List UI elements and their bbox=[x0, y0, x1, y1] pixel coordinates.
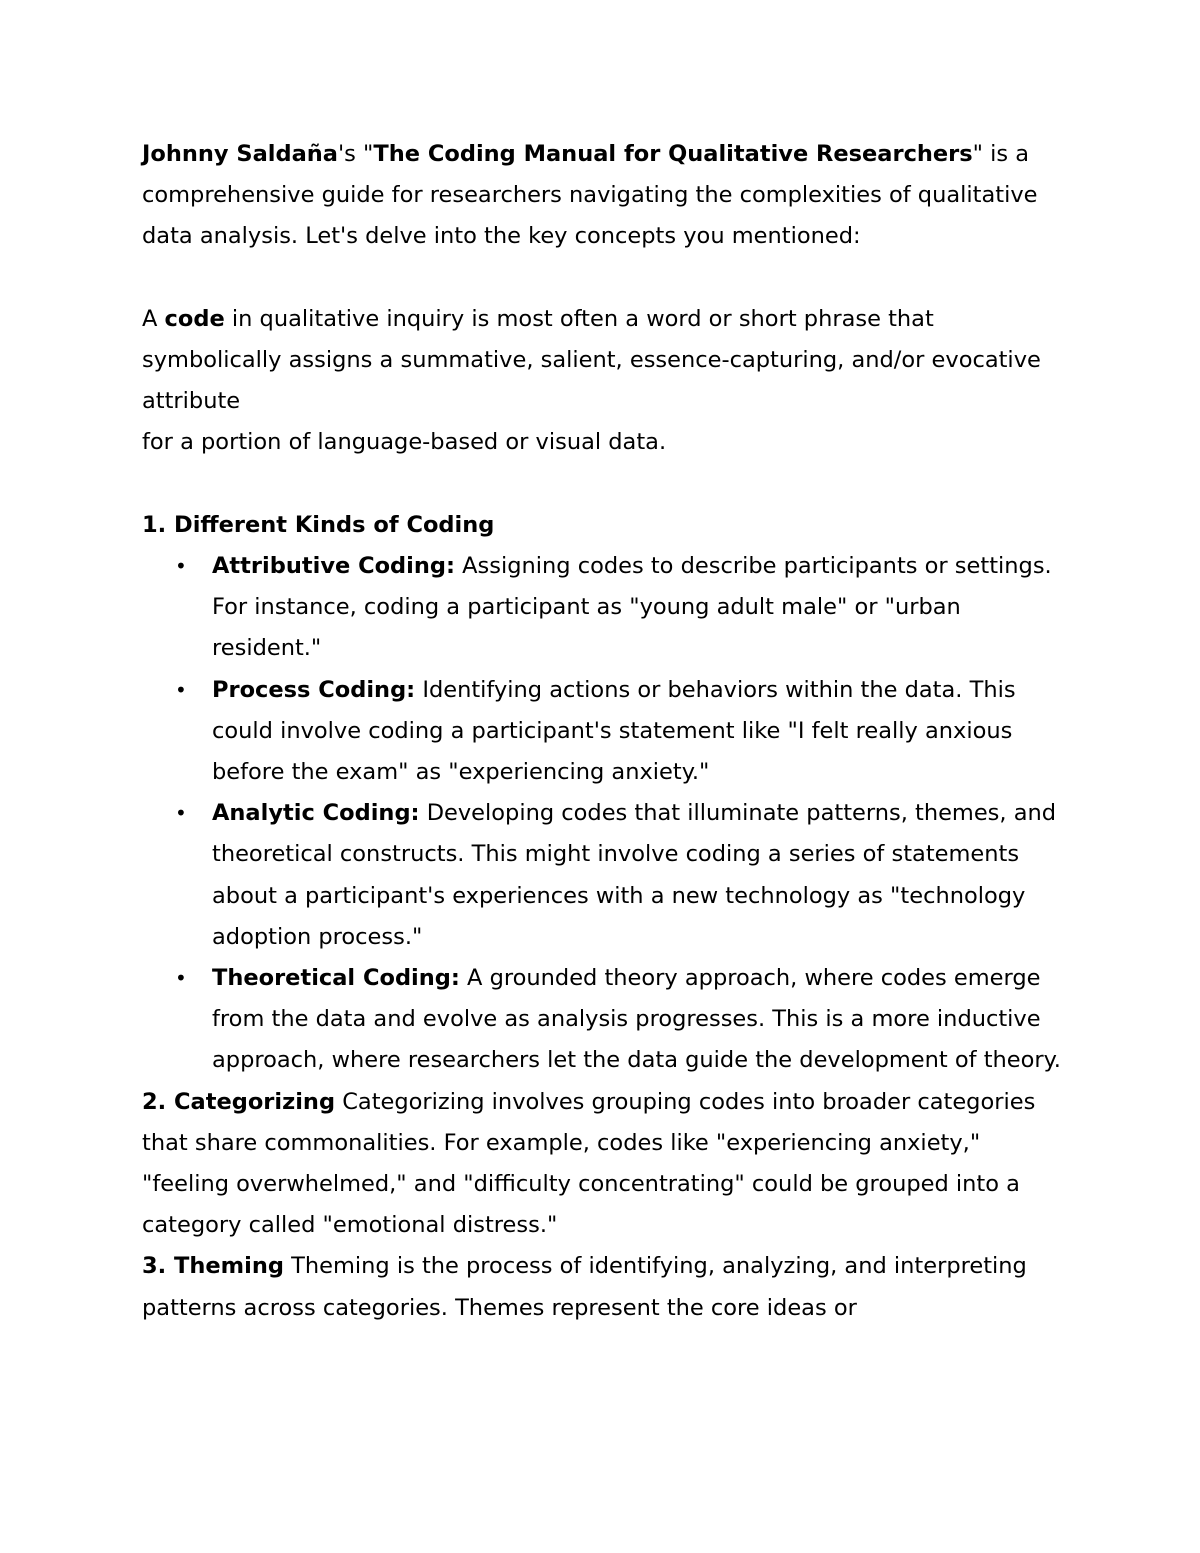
bullet-icon: • bbox=[175, 554, 187, 578]
list-item-label: Attributive Coding: bbox=[212, 553, 455, 579]
intro-text: " is a comprehensive guide for researchers navigating the complexities of qualitative data analysis. Let's delve into the key concepts you mentioned: bbox=[142, 141, 1038, 250]
definition-term: code bbox=[164, 305, 225, 332]
intro-possessive: 's " bbox=[337, 141, 374, 167]
list-item-text: A grounded theory approach, where codes emerge from the data and evolve as analysis progresses. This is a more inductive approach, where researchers let the data guide the development of theory. bbox=[212, 965, 1061, 1074]
blank-line bbox=[142, 464, 1072, 505]
section-3-paragraph bbox=[142, 1246, 1072, 1328]
bullet-icon: • bbox=[175, 801, 187, 826]
section-1-heading bbox=[142, 505, 1072, 546]
list-item bbox=[175, 958, 1072, 1082]
section-3-heading: 3. Theming bbox=[142, 1253, 284, 1280]
coding-kinds-list bbox=[142, 546, 1072, 1082]
section-3-text: Theming is the process of identifying, analyzing, and interpreting patterns across categories. Themes represent the core ideas or bbox=[142, 1253, 1027, 1321]
list-item-text: Identifying actions or behaviors within the data. This could involve coding a participant's statement like "I felt really anxious before the exam" as "experiencing anxiety." bbox=[212, 676, 1016, 786]
definition-paragraph bbox=[142, 299, 1072, 423]
list-item bbox=[175, 793, 1072, 958]
section-2-text: Categorizing involves grouping codes into broader categories that share commonalities. For example, codes like "experiencing anxiety," "feeling overwhelmed," and "difficulty concentrating" could be grouped into a category called "emotional distress." bbox=[142, 1088, 1036, 1239]
list-item-label: Theoretical Coding: bbox=[212, 965, 460, 992]
definition-continuation: for a portion of language-based or visual data. bbox=[142, 429, 667, 456]
intro-paragraph bbox=[142, 134, 1072, 258]
blank-line bbox=[142, 258, 1072, 299]
list-item-label: Analytic Coding: bbox=[212, 800, 420, 827]
list-item bbox=[175, 670, 1072, 794]
definition-text: in qualitative inquiry is most often a word or short phrase that symbolically assigns a summative, salient, essence-capturing, and/or evocative attribute bbox=[142, 305, 1041, 415]
section-2-paragraph bbox=[142, 1082, 1072, 1247]
list-item-text: Assigning codes to describe participants or settings. For instance, coding a participant as "young adult male" or "urban resident." bbox=[212, 553, 1052, 662]
section-1-heading-text: 1. Different Kinds of Coding bbox=[142, 511, 495, 538]
bullet-icon: • bbox=[175, 677, 187, 702]
document-page bbox=[142, 134, 1072, 1329]
book-title: The Coding Manual for Qualitative Researchers bbox=[373, 141, 973, 167]
list-item bbox=[175, 546, 1072, 670]
list-item-text: Developing codes that illuminate patterns, themes, and theoretical constructs. This might involve coding a series of statements about a participant's experiences with a new technology as "technology adoption process." bbox=[212, 800, 1057, 950]
author-name: Johnny Saldaña bbox=[142, 141, 338, 167]
definition-lead: A bbox=[142, 305, 165, 332]
section-2-heading: 2. Categorizing bbox=[142, 1088, 336, 1115]
list-item-label: Process Coding: bbox=[212, 676, 416, 703]
bullet-icon: • bbox=[175, 966, 187, 991]
